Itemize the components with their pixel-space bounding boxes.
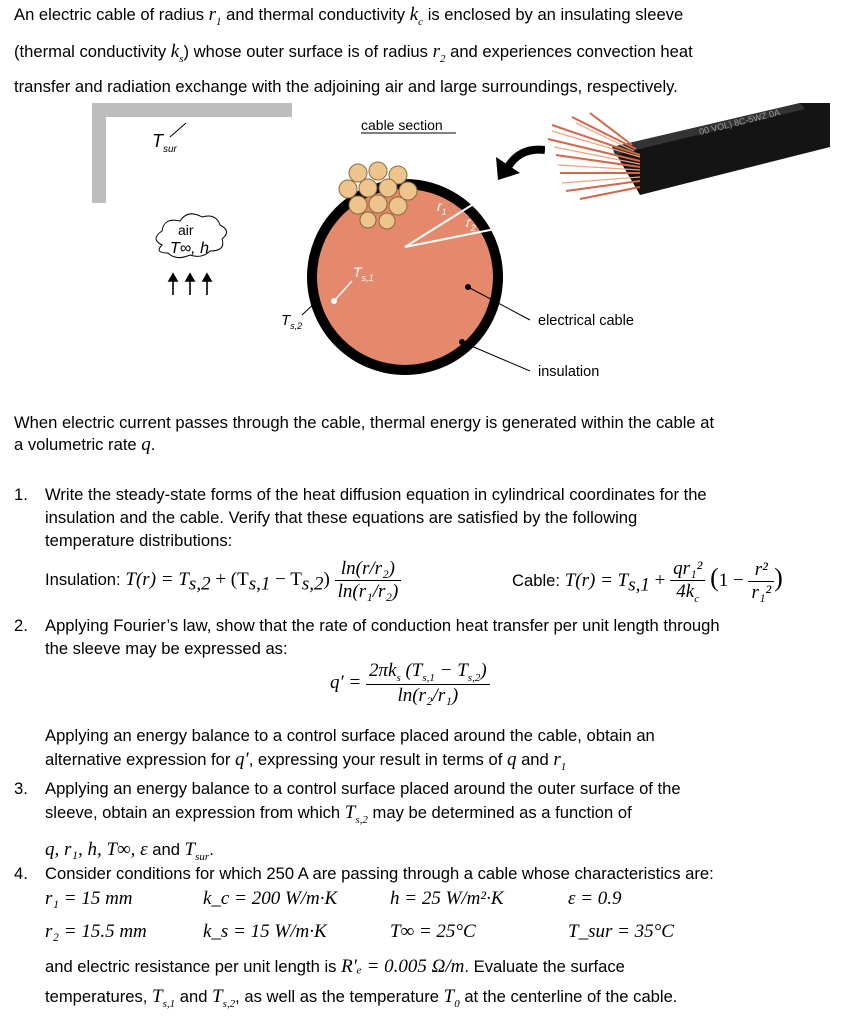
tsur-leader: [170, 123, 186, 137]
question-3-number: 3.: [14, 779, 28, 798]
intro-paragraph: [14, 2, 826, 99]
question-1-number: 1.: [14, 485, 28, 504]
intro-line-1: An electric cable of radius $r_1$ and thermal conductivity $k_c$ is enclosed by an insulating sleeve: [14, 4, 684, 28]
question-4-number: 4.: [14, 864, 28, 883]
ts1-label: $T_{s,1}$: [353, 264, 374, 283]
intro-line-3: transfer and radiation exchange with the adjoining air and large surroundings, respectively.: [14, 76, 678, 96]
cable-figure: [0, 95, 843, 400]
curved-arrow-icon: [508, 150, 545, 167]
question-2-number: 2.: [14, 616, 28, 635]
photo-print-text: 00 VOL) 8C-5WZ 0A: [698, 107, 782, 137]
convection-arrows: [169, 274, 211, 295]
question-3-text: Applying an energy balance to a control surface placed around the outer surface of the sleeve, obtain an expression from which $T_{s,2}$ may be determined as a function of q, r₁, h, T∞, ε and $T_{sur}$.: [45, 779, 681, 863]
electrical-cable-label: electrical cable: [538, 313, 634, 329]
generation-paragraph: When electric current passes through the cable, thermal energy is generated within the cable at a volumetric rate q.: [14, 413, 715, 455]
question-1-text: Write the steady-state forms of the heat diffusion equation in cylindrical coordinates for the insulation and the cable. Verify that these equations are satisfied by the following temperature distributions:: [45, 485, 707, 550]
insulation-leader: [462, 342, 530, 371]
question-4-continued: and electric resistance per unit length is R′ₑ = 0.005 Ω/m. Evaluate the surface temperatures, $T_{s,1}$ and $T_{s,2}$, as well as the temperature $T_0$ at the centerline of the cable.: [45, 956, 678, 1010]
r1-label: $r_1$: [437, 198, 447, 217]
ts2-label: $T_{s,2}$: [281, 312, 303, 331]
intro-line-2: (thermal conductivity $k_s$) whose outer surface is of radius $r_2$ and experiences convection heat: [14, 40, 693, 65]
air-vars: T∞, h: [170, 240, 209, 257]
tsur-label: $T_{sur}$: [152, 131, 177, 155]
question-2-text: Applying Fourier’s law, show that the rate of conduction heat transfer per unit length through the sleeve may be expressed as:: [45, 616, 720, 658]
question-2-continued: Applying an energy balance to a control surface placed around the cable, obtain an alternative expression for q′, expressing your result in terms of q and $r_1$: [45, 726, 655, 773]
cable-section-label: cable section: [361, 117, 443, 133]
insulation-label: insulation: [538, 364, 600, 380]
question-4-text: Consider conditions for which 250 A are passing through a cable whose characteristics are:: [45, 864, 714, 883]
air-label: air: [178, 222, 194, 238]
insulation-equation: Insulation: $T(r) = T_{s,2} + (T_{s,1} - T_{s,2})$ $\frac{\text{ln(r/r₂)}}{\text{ln(r₁/r₂)}}$: [45, 558, 401, 603]
cable-equation: Cable: $T(r) = T_{s,1}$ + $\frac{\text{qr₁²}}{4k_c}$ (1 − $\frac{\text{r²}}{\text{r₁²}}$ ): [512, 558, 783, 605]
r2-label: $r_2$: [466, 214, 476, 233]
q2-equation: q′ = $\frac{2\pi k_s (T_{s,1} - T_{s,2})}{\text{ln(r₂/r₁)}}$: [330, 660, 490, 707]
cable-photo: [545, 103, 830, 207]
surroundings-wall: [92, 103, 292, 203]
